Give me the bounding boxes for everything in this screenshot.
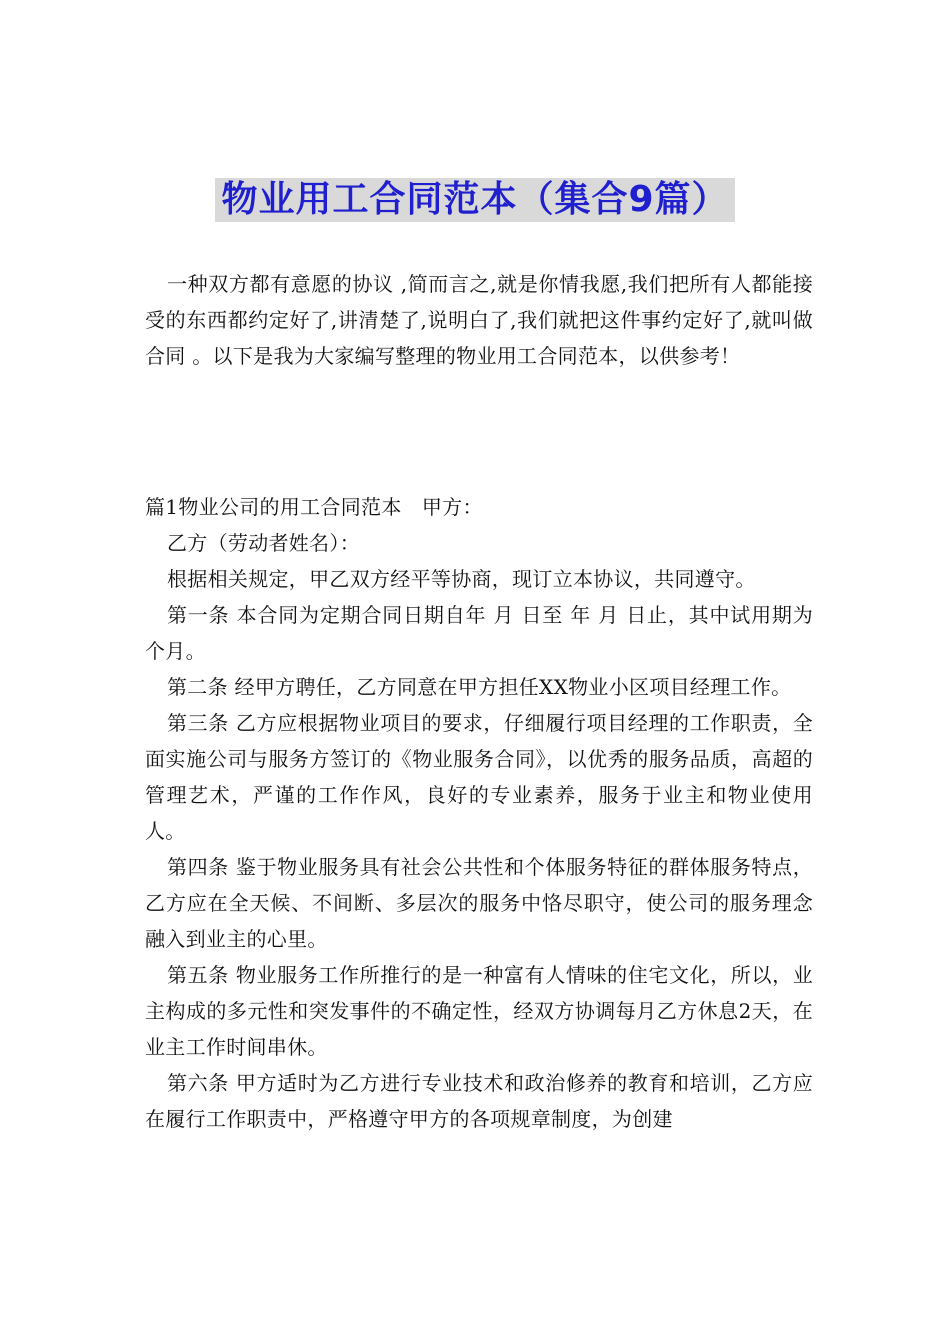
article-3: 第三条 乙方应根据物业项目的要求，仔细履行项目经理的工作职责，全面实施公司与服务方签订的《物业服务合同》，以优秀的服务品质，高超的管理艺术，严谨的工作作风，良好的专业素养，服务于业主和物业使用人。 [145, 711, 813, 843]
party-b-line: 乙方（劳动者姓名）： [167, 531, 360, 555]
article-5: 第五条 物业服务工作所推行的是一种富有人情味的住宅文化，所以，业主构成的多元性和突发事件的不确定性，经双方协调每月乙方休息2天，在业主工作时间串休。 [145, 963, 813, 1059]
title-area [0, 178, 950, 222]
intro-block [145, 266, 813, 374]
contract-block [145, 489, 813, 1137]
article-2: 第二条 经甲方聘任，乙方同意在甲方担任XX物业小区项目经理工作。 [167, 675, 792, 699]
article-6: 第六条 甲方适时为乙方进行专业技术和政治修养的教育和培训，乙方应在履行工作职责中，严格遵守甲方的各项规章制度，为创建 [145, 1071, 813, 1131]
article-4: 第四条 鉴于物业服务具有社会公共性和个体服务特征的群体服务特点，乙方应在全天候、不间断、多层次的服务中恪尽职守，使公司的服务理念融入到业主的心里。 [145, 855, 813, 951]
preamble-paragraph: 根据相关规定，甲乙双方经平等协商，现订立本协议，共同遵守。 [167, 567, 756, 591]
intro-paragraph: 一种双方都有意愿的协议 ,简而言之,就是你情我愿,我们把所有人都能接受的东西都约定好了,讲清楚了,说明白了,我们就把这件事约定好了,就叫做合同 。以下是我为大家编写整理的物业用工合同范本，以供参考！ [145, 272, 813, 368]
section-heading: 篇1物业公司的用工合同范本 甲方： [145, 495, 483, 519]
article-1: 第一条 本合同为定期合同日期自年 月 日至 年 月 日止，其中试用期为 个月。 [145, 603, 813, 663]
document-title: 物业用工合同范本（集合9篇） [215, 178, 734, 222]
